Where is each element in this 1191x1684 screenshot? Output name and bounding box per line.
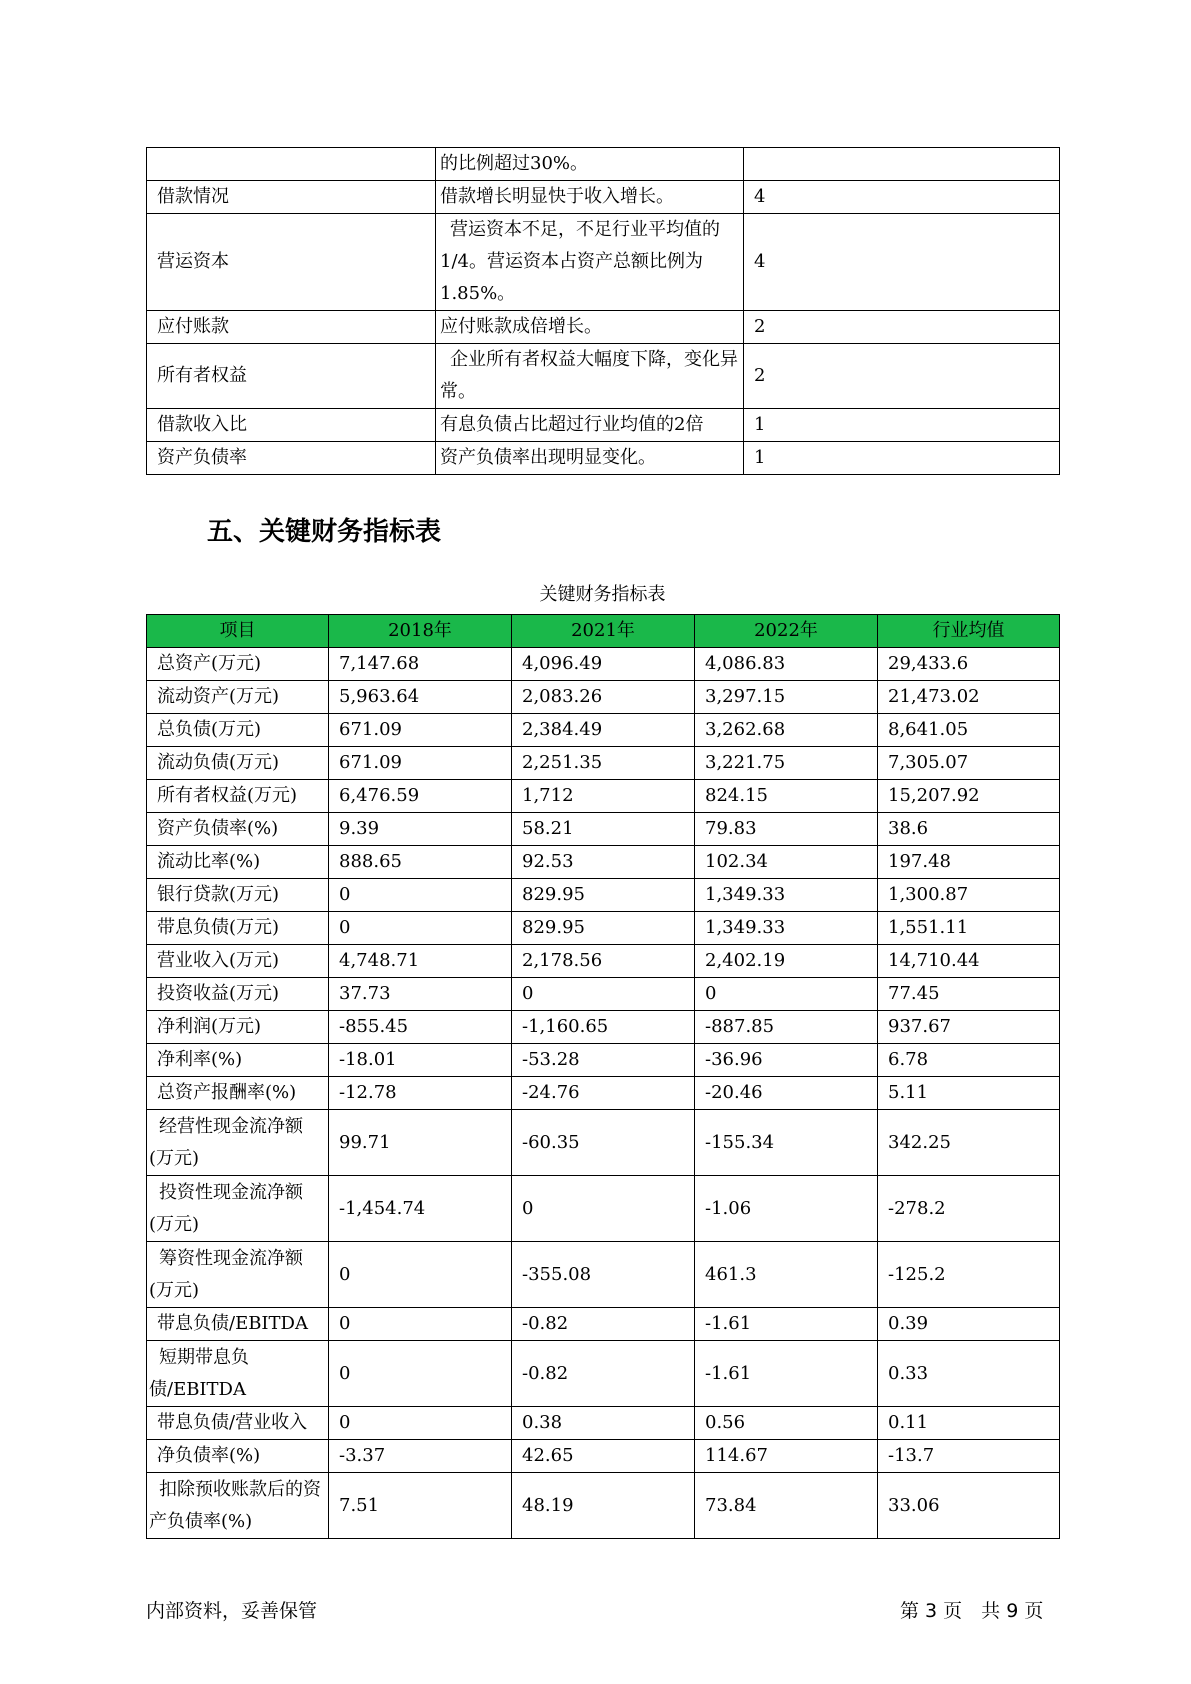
kpi-value-cell: -155.34 — [695, 1110, 878, 1176]
risk-description: 借款增长明显快于收入增长。 — [436, 181, 744, 214]
risk-description: 有息负债占比超过行业均值的2倍 — [436, 409, 744, 442]
footer-confidential-note: 内部资料，妥善保管 — [146, 1600, 318, 1622]
kpi-label-cell: 筹资性现金流净额(万元) — [147, 1242, 329, 1308]
kpi-value-cell: -1.06 — [695, 1176, 878, 1242]
kpi-label-cell: 资产负债率(%) — [147, 813, 329, 846]
risk-score — [744, 148, 1060, 181]
kpi-value-cell: 0 — [512, 978, 695, 1011]
kpi-label-cell: 净负债率(%) — [147, 1440, 329, 1473]
kpi-value-cell: 888.65 — [329, 846, 512, 879]
kpi-value-cell: 197.48 — [878, 846, 1060, 879]
kpi-label-cell: 营业收入(万元) — [147, 945, 329, 978]
kpi-value-cell: 21,473.02 — [878, 681, 1060, 714]
kpi-value-cell: 0.56 — [695, 1407, 878, 1440]
risk-item: 应付账款 — [147, 311, 436, 344]
kpi-label-cell: 带息负债/EBITDA — [147, 1308, 329, 1341]
column-header-2022: 2022年 — [695, 615, 878, 648]
kpi-value-cell: 48.19 — [512, 1473, 695, 1539]
kpi-value-cell: 1,349.33 — [695, 912, 878, 945]
kpi-value-cell: 461.3 — [695, 1242, 878, 1308]
table-row — [147, 846, 1060, 879]
kpi-value-cell: 0.33 — [878, 1341, 1060, 1407]
kpi-value-cell: -1,160.65 — [512, 1011, 695, 1044]
kpi-value-cell: -1,454.74 — [329, 1176, 512, 1242]
risk-table — [146, 147, 1060, 475]
kpi-label-cell: 流动负债(万元) — [147, 747, 329, 780]
kpi-value-cell: 0 — [329, 1308, 512, 1341]
kpi-value-cell: 5.11 — [878, 1077, 1060, 1110]
kpi-value-cell: -355.08 — [512, 1242, 695, 1308]
table-row — [147, 1077, 1060, 1110]
risk-description: 应付账款成倍增长。 — [436, 311, 744, 344]
table-row — [147, 945, 1060, 978]
kpi-value-cell: 1,300.87 — [878, 879, 1060, 912]
table-row — [147, 978, 1060, 1011]
kpi-value-cell: 3,297.15 — [695, 681, 878, 714]
kpi-value-cell: -36.96 — [695, 1044, 878, 1077]
kpi-value-cell: 0 — [512, 1176, 695, 1242]
kpi-value-cell: 42.65 — [512, 1440, 695, 1473]
kpi-value-cell: -18.01 — [329, 1044, 512, 1077]
table-row — [147, 1011, 1060, 1044]
table-row — [147, 148, 1060, 181]
table-row — [147, 1440, 1060, 1473]
risk-score: 2 — [744, 344, 1060, 409]
table-row — [147, 1308, 1060, 1341]
table-row — [147, 1176, 1060, 1242]
kpi-value-cell: 14,710.44 — [878, 945, 1060, 978]
risk-description: 资产负债率出现明显变化。 — [436, 442, 744, 475]
risk-item: 所有者权益 — [147, 344, 436, 409]
kpi-label-cell: 短期带息负债/EBITDA — [147, 1341, 329, 1407]
kpi-value-cell: 0 — [329, 879, 512, 912]
kpi-value-cell: 38.6 — [878, 813, 1060, 846]
kpi-value-cell: -13.7 — [878, 1440, 1060, 1473]
kpi-label-cell: 银行贷款(万元) — [147, 879, 329, 912]
kpi-value-cell: 0.11 — [878, 1407, 1060, 1440]
kpi-value-cell: 102.34 — [695, 846, 878, 879]
kpi-label-cell: 带息负债(万元) — [147, 912, 329, 945]
table-row — [147, 442, 1060, 475]
kpi-value-cell: 342.25 — [878, 1110, 1060, 1176]
kpi-header-row — [147, 615, 1060, 648]
kpi-value-cell: 77.45 — [878, 978, 1060, 1011]
kpi-value-cell: 58.21 — [512, 813, 695, 846]
risk-item: 营运资本 — [147, 214, 436, 311]
table-row — [147, 344, 1060, 409]
kpi-label-cell: 投资性现金流净额(万元) — [147, 1176, 329, 1242]
column-header-2018: 2018年 — [329, 615, 512, 648]
kpi-label-cell: 总资产报酬率(%) — [147, 1077, 329, 1110]
table-row — [147, 1044, 1060, 1077]
kpi-label-cell: 带息负债/营业收入 — [147, 1407, 329, 1440]
table-row — [147, 747, 1060, 780]
kpi-value-cell: 0 — [329, 1341, 512, 1407]
kpi-value-cell: -60.35 — [512, 1110, 695, 1176]
table-row — [147, 879, 1060, 912]
kpi-value-cell: 937.67 — [878, 1011, 1060, 1044]
risk-description: 营运资本不足，不足行业平均值的1/4。营运资本占资产总额比例为1.85%。 — [436, 214, 744, 311]
kpi-value-cell: -125.2 — [878, 1242, 1060, 1308]
kpi-value-cell: 92.53 — [512, 846, 695, 879]
kpi-value-cell: 2,402.19 — [695, 945, 878, 978]
kpi-value-cell: 9.39 — [329, 813, 512, 846]
kpi-value-cell: 0.38 — [512, 1407, 695, 1440]
kpi-value-cell: 3,262.68 — [695, 714, 878, 747]
table-row — [147, 714, 1060, 747]
kpi-value-cell: 671.09 — [329, 714, 512, 747]
kpi-value-cell: 99.71 — [329, 1110, 512, 1176]
risk-item — [147, 148, 436, 181]
kpi-value-cell: 6.78 — [878, 1044, 1060, 1077]
kpi-value-cell: 29,433.6 — [878, 648, 1060, 681]
table-row — [147, 1242, 1060, 1308]
kpi-value-cell: 2,178.56 — [512, 945, 695, 978]
kpi-value-cell: 829.95 — [512, 912, 695, 945]
kpi-label-cell: 总负债(万元) — [147, 714, 329, 747]
kpi-value-cell: 2,251.35 — [512, 747, 695, 780]
column-header-industry-avg: 行业均值 — [878, 615, 1060, 648]
table-row — [147, 780, 1060, 813]
kpi-value-cell: -20.46 — [695, 1077, 878, 1110]
risk-item: 资产负债率 — [147, 442, 436, 475]
kpi-value-cell: -12.78 — [329, 1077, 512, 1110]
risk-description: 企业所有者权益大幅度下降，变化异常。 — [436, 344, 744, 409]
table-row — [147, 1110, 1060, 1176]
kpi-value-cell: 1,551.11 — [878, 912, 1060, 945]
kpi-value-cell: 7.51 — [329, 1473, 512, 1539]
kpi-value-cell: 2,083.26 — [512, 681, 695, 714]
kpi-value-cell: 671.09 — [329, 747, 512, 780]
column-header-item: 项目 — [147, 615, 329, 648]
risk-score: 4 — [744, 214, 1060, 311]
kpi-label-cell: 净利率(%) — [147, 1044, 329, 1077]
risk-description: 的比例超过30%。 — [436, 148, 744, 181]
kpi-value-cell: 1,349.33 — [695, 879, 878, 912]
kpi-label-cell: 所有者权益(万元) — [147, 780, 329, 813]
risk-score: 4 — [744, 181, 1060, 214]
kpi-value-cell: 0 — [329, 1407, 512, 1440]
kpi-value-cell: 0 — [329, 912, 512, 945]
table-row — [147, 681, 1060, 714]
kpi-value-cell: -278.2 — [878, 1176, 1060, 1242]
kpi-value-cell: -1.61 — [695, 1308, 878, 1341]
kpi-value-cell: 824.15 — [695, 780, 878, 813]
kpi-value-cell: -1.61 — [695, 1341, 878, 1407]
table-row — [147, 813, 1060, 846]
kpi-value-cell: -3.37 — [329, 1440, 512, 1473]
kpi-value-cell: -887.85 — [695, 1011, 878, 1044]
kpi-label-cell: 扣除预收账款后的资产负债率(%) — [147, 1473, 329, 1539]
kpi-label-cell: 总资产(万元) — [147, 648, 329, 681]
kpi-value-cell: 4,086.83 — [695, 648, 878, 681]
section-heading: 五、关键财务指标表 — [207, 517, 442, 547]
kpi-value-cell: -53.28 — [512, 1044, 695, 1077]
kpi-value-cell: 8,641.05 — [878, 714, 1060, 747]
table-row — [147, 181, 1060, 214]
kpi-value-cell: 829.95 — [512, 879, 695, 912]
kpi-value-cell: 79.83 — [695, 813, 878, 846]
column-header-2021: 2021年 — [512, 615, 695, 648]
table-row — [147, 409, 1060, 442]
kpi-label-cell: 净利润(万元) — [147, 1011, 329, 1044]
kpi-value-cell: 6,476.59 — [329, 780, 512, 813]
kpi-label-cell: 流动资产(万元) — [147, 681, 329, 714]
kpi-value-cell: -855.45 — [329, 1011, 512, 1044]
risk-score: 2 — [744, 311, 1060, 344]
risk-score: 1 — [744, 409, 1060, 442]
kpi-value-cell: -0.82 — [512, 1308, 695, 1341]
kpi-value-cell: 5,963.64 — [329, 681, 512, 714]
kpi-value-cell: 4,096.49 — [512, 648, 695, 681]
kpi-value-cell: -24.76 — [512, 1077, 695, 1110]
kpi-label-cell: 投资收益(万元) — [147, 978, 329, 1011]
risk-item: 借款收入比 — [147, 409, 436, 442]
kpi-value-cell: 0 — [329, 1242, 512, 1308]
table-caption: 关键财务指标表 — [539, 584, 666, 605]
kpi-label-cell: 流动比率(%) — [147, 846, 329, 879]
footer-page-number: 第 3 页 共 9 页 — [900, 1600, 1044, 1622]
table-row — [147, 648, 1060, 681]
table-row — [147, 912, 1060, 945]
kpi-value-cell: 7,147.68 — [329, 648, 512, 681]
kpi-value-cell: 3,221.75 — [695, 747, 878, 780]
kpi-value-cell: 4,748.71 — [329, 945, 512, 978]
kpi-value-cell: 114.67 — [695, 1440, 878, 1473]
risk-item: 借款情况 — [147, 181, 436, 214]
kpi-value-cell: 0 — [695, 978, 878, 1011]
kpi-value-cell: 33.06 — [878, 1473, 1060, 1539]
kpi-value-cell: 1,712 — [512, 780, 695, 813]
table-row — [147, 1407, 1060, 1440]
kpi-value-cell: -0.82 — [512, 1341, 695, 1407]
kpi-table — [146, 614, 1060, 1539]
table-row — [147, 311, 1060, 344]
kpi-value-cell: 73.84 — [695, 1473, 878, 1539]
table-row — [147, 1473, 1060, 1539]
kpi-label-cell: 经营性现金流净额(万元) — [147, 1110, 329, 1176]
table-row — [147, 1341, 1060, 1407]
kpi-value-cell: 2,384.49 — [512, 714, 695, 747]
kpi-value-cell: 37.73 — [329, 978, 512, 1011]
kpi-value-cell: 0.39 — [878, 1308, 1060, 1341]
table-row — [147, 214, 1060, 311]
risk-score: 1 — [744, 442, 1060, 475]
kpi-value-cell: 15,207.92 — [878, 780, 1060, 813]
kpi-value-cell: 7,305.07 — [878, 747, 1060, 780]
